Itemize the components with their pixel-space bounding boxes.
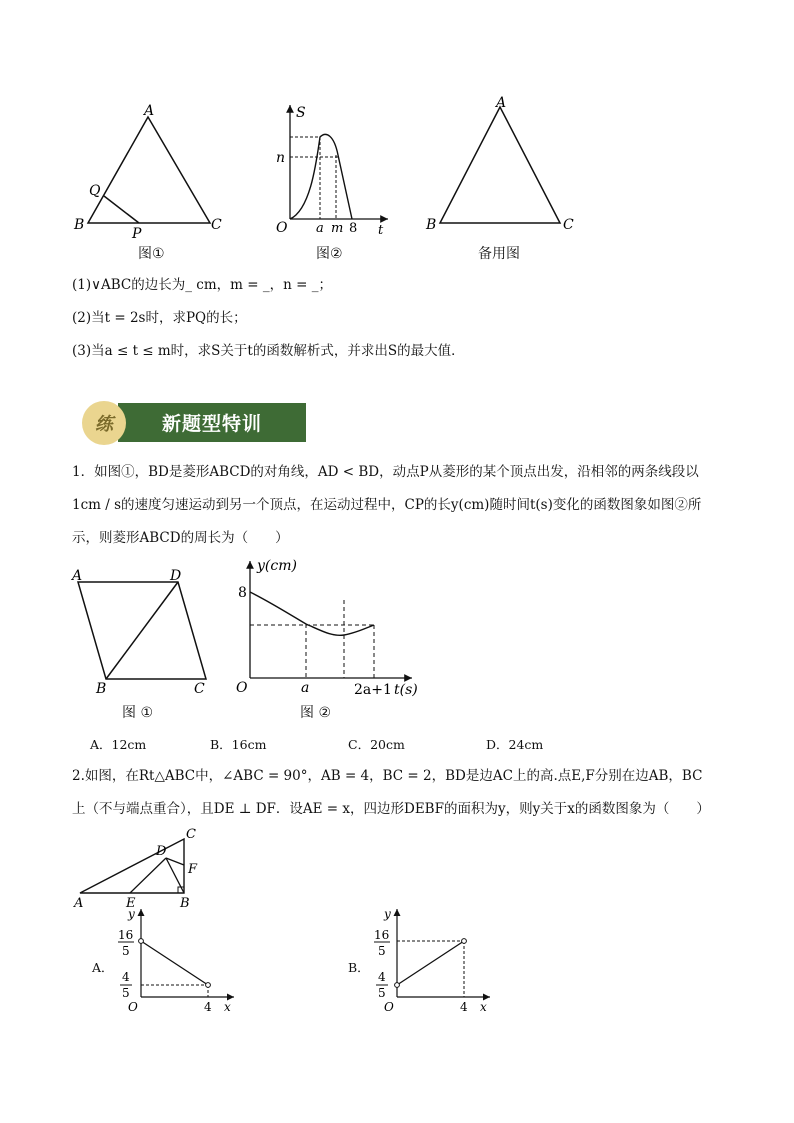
label-o: O bbox=[276, 220, 288, 236]
choice-b[interactable]: B．16cm bbox=[210, 737, 267, 752]
label-o: O bbox=[384, 1000, 394, 1014]
diagonal-bd bbox=[106, 582, 178, 679]
problem1-line2: 1cm / s的速度匀速运动到另一个顶点，在运动过程中，CP的长y(cm)随时间t(s)变化的函数图象如图②所 bbox=[72, 497, 702, 513]
label-c: C bbox=[186, 827, 196, 842]
function-line bbox=[141, 941, 208, 985]
practice-badge-text: 练 bbox=[95, 414, 113, 435]
label-b: B bbox=[426, 217, 437, 233]
label-d: D bbox=[170, 568, 182, 584]
caption-fig3: 备用图 bbox=[478, 246, 520, 262]
label-y-axis: y(cm) bbox=[257, 558, 297, 574]
figure-right-triangle bbox=[66, 825, 216, 910]
practice-badge bbox=[82, 401, 126, 445]
top-numerator: 16 bbox=[374, 928, 390, 942]
label-c: C bbox=[194, 681, 205, 697]
problem2-line2: 上（不与端点重合），且DE ⊥ DF．设AE = x，四边形DEBF的面积为y，则y关于x的函数图象为（ ） bbox=[72, 801, 710, 817]
label-x: x bbox=[224, 1000, 231, 1014]
choice-a[interactable]: A．12cm bbox=[90, 737, 147, 752]
label-8-tick: 8 bbox=[349, 221, 358, 236]
figure-triangle-1 bbox=[60, 95, 240, 245]
option-a-graph bbox=[112, 905, 242, 1020]
curve-s bbox=[290, 134, 352, 219]
question-part-1: (1)∨ABC的边长为_ cm，m = _，n = _； bbox=[72, 277, 332, 293]
triangle-abc bbox=[88, 117, 210, 223]
low-denominator: 5 bbox=[122, 986, 130, 1000]
label-a: A bbox=[74, 896, 84, 910]
label-a: A bbox=[144, 103, 155, 119]
caption-fig2: 图② bbox=[316, 246, 343, 262]
label-n: n bbox=[276, 150, 286, 166]
label-c: C bbox=[563, 217, 574, 233]
label-t: t bbox=[378, 223, 384, 238]
figure-rhombus bbox=[66, 562, 226, 697]
caption-fig1: 图① bbox=[138, 246, 165, 262]
triangle-spare bbox=[440, 107, 560, 223]
label-y: y bbox=[384, 907, 391, 921]
label-b: B bbox=[96, 681, 107, 697]
label-q: Q bbox=[89, 183, 101, 199]
low-numerator: 4 bbox=[378, 970, 386, 984]
open-point-end bbox=[206, 983, 211, 988]
open-point-start bbox=[395, 983, 400, 988]
figure-graph-y-t bbox=[232, 555, 422, 700]
choice-c[interactable]: C．20cm bbox=[348, 737, 405, 752]
option-a-label[interactable]: A． bbox=[92, 960, 114, 975]
question-part-3: (3)当a ≤ t ≤ m时，求S关于t的函数解析式，并求出S的最大值． bbox=[72, 343, 465, 359]
label-s: S bbox=[296, 105, 306, 121]
label-b: B bbox=[74, 217, 85, 233]
label-4: 4 bbox=[460, 1000, 468, 1014]
problem1-line3: 示，则菱形ABCD的周长为（ ） bbox=[72, 530, 289, 546]
label-o: O bbox=[128, 1000, 138, 1014]
label-8: 8 bbox=[238, 585, 247, 601]
label-a: A bbox=[496, 95, 507, 111]
option-b-label[interactable]: B． bbox=[348, 960, 370, 975]
choice-d[interactable]: D．24cm bbox=[486, 737, 544, 752]
label-y: y bbox=[128, 907, 135, 921]
label-e: E bbox=[126, 896, 136, 910]
top-numerator: 16 bbox=[118, 928, 134, 942]
open-point-end bbox=[462, 939, 467, 944]
segment-pq bbox=[104, 196, 139, 223]
section-banner bbox=[118, 403, 306, 442]
top-denominator: 5 bbox=[378, 944, 386, 958]
label-a-tick: a bbox=[301, 680, 310, 696]
label-a-tick: a bbox=[316, 221, 324, 236]
label-t-axis: t(s) bbox=[394, 682, 418, 698]
triangle-abc bbox=[80, 839, 184, 893]
label-f: F bbox=[188, 862, 198, 877]
function-line bbox=[397, 941, 464, 985]
label-4: 4 bbox=[204, 1000, 212, 1014]
problem2-line1: 2.如图，在Rt△ABC中，∠ABC = 90°，AB = 4，BC = 2，BD是边AC上的高.点E,F分别在边AB，BC bbox=[72, 768, 703, 784]
label-2a1-tick: 2a+1 bbox=[354, 682, 392, 698]
label-x: x bbox=[480, 1000, 487, 1014]
figure-graph-s-t bbox=[250, 95, 400, 245]
label-p: P bbox=[132, 226, 142, 242]
top-denominator: 5 bbox=[122, 944, 130, 958]
question-part-2: (2)当t = 2s时，求PQ的长； bbox=[72, 310, 247, 326]
label-d: D bbox=[156, 844, 167, 859]
label-m-tick: m bbox=[331, 221, 344, 236]
low-numerator: 4 bbox=[122, 970, 130, 984]
label-o: O bbox=[236, 680, 248, 696]
label-a: A bbox=[72, 568, 83, 584]
caption-rhombus: 图 ① bbox=[122, 705, 154, 721]
label-c: C bbox=[211, 217, 222, 233]
figure-triangle-spare bbox=[420, 95, 590, 245]
curve-cp bbox=[250, 592, 374, 635]
section-title: 新题型特训 bbox=[161, 413, 262, 435]
low-denominator: 5 bbox=[378, 986, 386, 1000]
option-b-graph bbox=[368, 905, 498, 1020]
altitude-bd bbox=[166, 858, 184, 893]
open-point-start bbox=[139, 939, 144, 944]
caption-graph: 图 ② bbox=[300, 705, 332, 721]
label-b: B bbox=[180, 896, 190, 910]
segment-de bbox=[130, 858, 166, 893]
problem1-line1: 1．如图①，BD是菱形ABCD的对角线，AD < BD，动点P从菱形的某个顶点出发，沿相邻的两条线段以 bbox=[72, 464, 699, 480]
